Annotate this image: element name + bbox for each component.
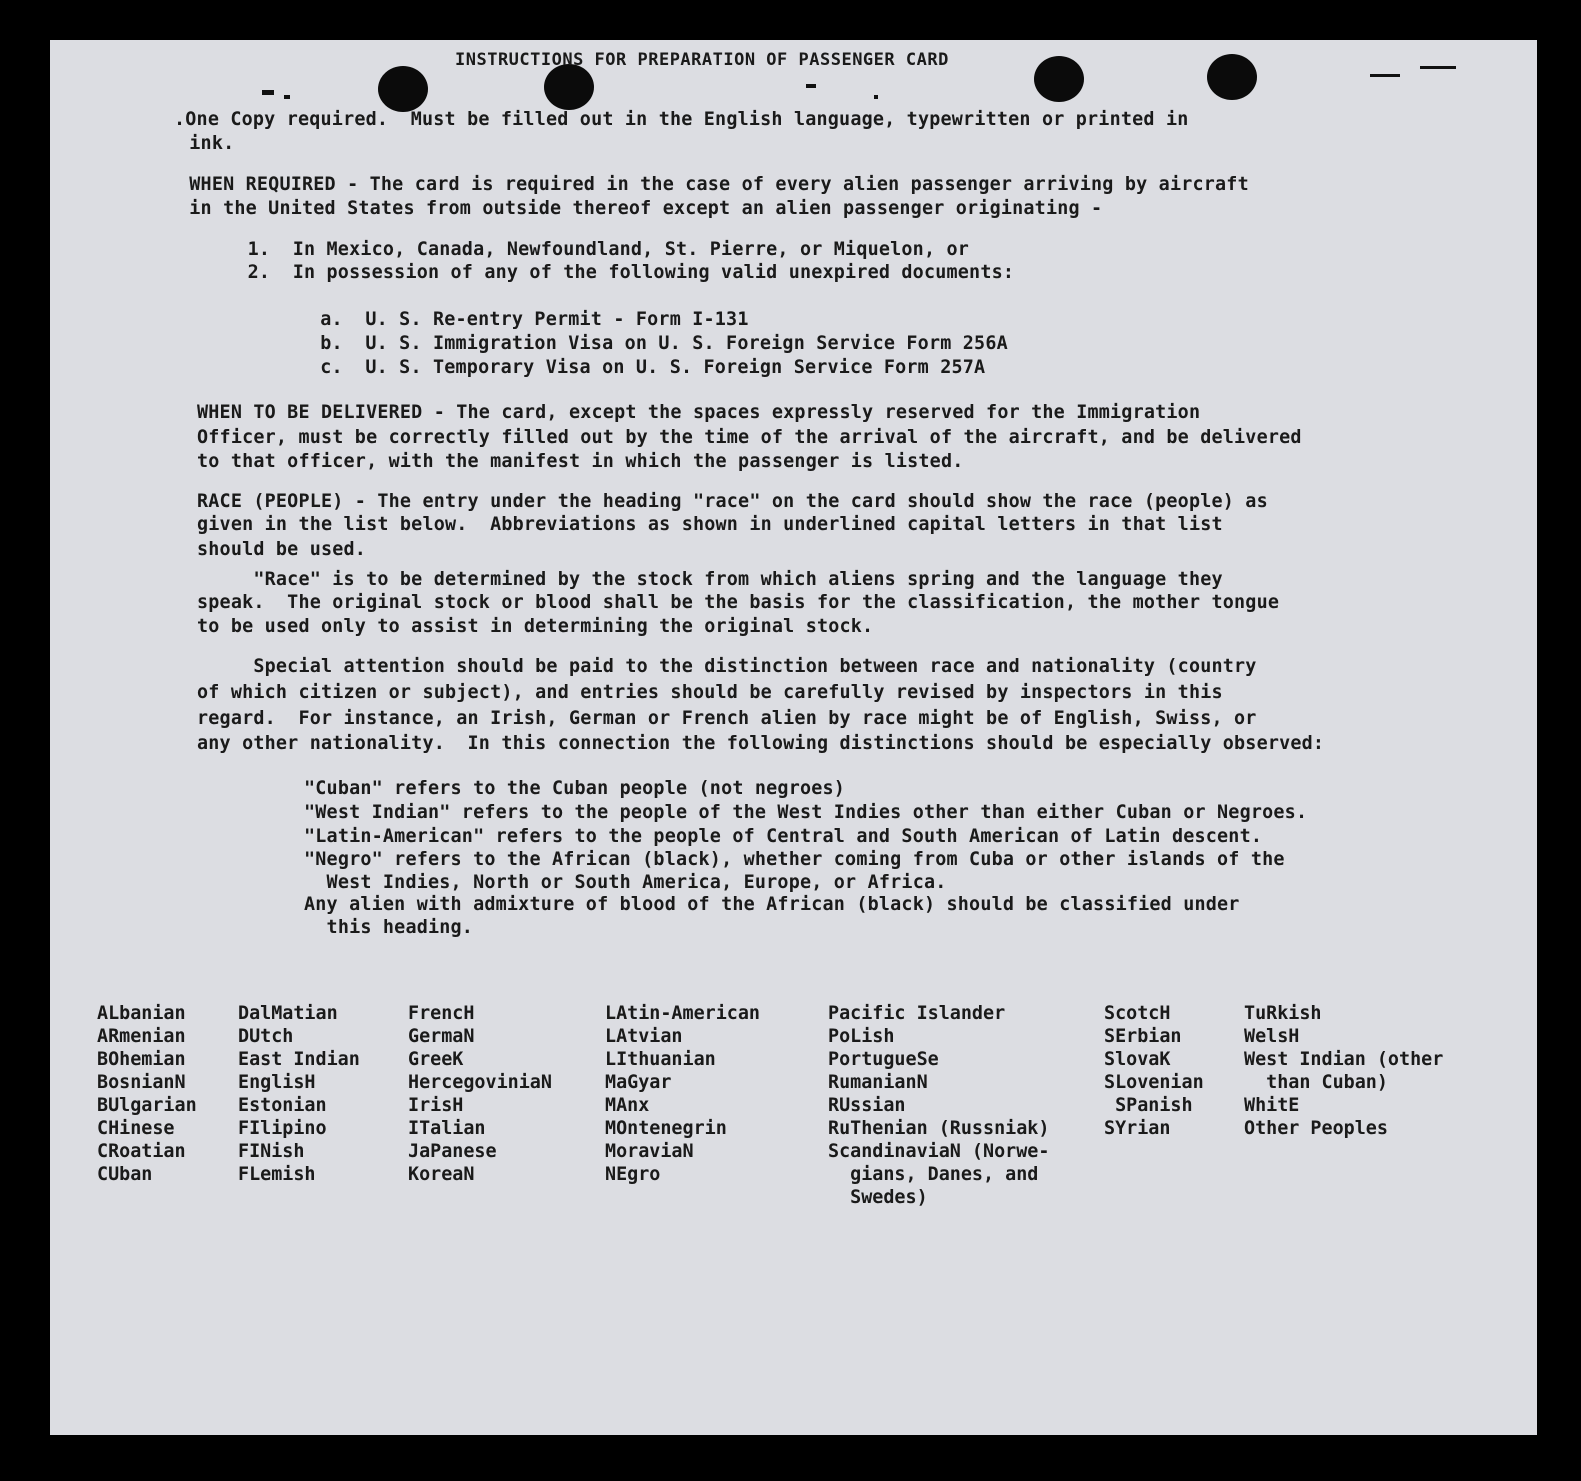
race-item: Estonian [238,1095,327,1116]
text-line: should be used. [197,539,367,560]
race-item: DalMatian [238,1003,338,1024]
race-item: KoreaN [408,1164,475,1185]
race-item: FrencH [408,1003,475,1024]
ink-mark [1420,66,1456,69]
race-item: ALbanian [97,1003,186,1024]
race-column-1 [97,1002,197,1186]
race-item: CRoatian [97,1141,186,1162]
punch-hole-3 [1034,56,1084,102]
race-item: SLovenian [1104,1072,1204,1093]
race-item: SPanish [1104,1095,1193,1116]
text-line: a. U. S. Re-entry Permit - Form I-131 [185,309,749,330]
text-line: of which citizen or subject), and entries should be carefully revised by inspectors in this [197,682,1223,703]
text-line: any other nationality. In this connection the following distinctions should be especially observed: [197,733,1325,754]
race-item: CUban [97,1164,153,1185]
text-line: West Indies, North or South America, Europe, or Africa. [304,872,947,893]
race-item: SErbian [1104,1026,1182,1047]
text-line: "Race" is to be determined by the stock from which aliens spring and the language they [197,569,1223,590]
ink-mark [284,95,290,99]
race-column-3 [408,1002,552,1186]
text-line: 2. In possession of any of the following valid unexpired documents: [180,262,1015,283]
race-item: LAtvian [605,1026,683,1047]
text-line: to that officer, with the manifest in which the passenger is listed. [197,451,964,472]
race-item: FIlipino [238,1118,327,1139]
text-line: Any alien with admixture of blood of the African (black) should be classified under [304,894,1240,915]
race-item: JaPanese [408,1141,497,1162]
race-item: MoraviaN [605,1141,694,1162]
ink-mark [874,95,878,99]
race-item: MOntenegrin [605,1118,727,1139]
race-item: ARmenian [97,1026,186,1047]
text-line: 1. In Mexico, Canada, Newfoundland, St. Pierre, or Miquelon, or [180,239,970,260]
text-line: WHEN REQUIRED - The card is required in the case of every alien passenger arriving by aircraft [178,174,1249,195]
race-item: BUlgarian [97,1095,197,1116]
ink-mark [262,90,274,95]
ink-mark [806,84,816,88]
race-item: IrisH [408,1095,464,1116]
race-item: WhitE [1244,1095,1300,1116]
race-item: RuThenian (Russniak) [828,1118,1050,1139]
race-column-6 [1104,1002,1204,1140]
punch-hole-4 [1207,54,1257,100]
race-item: CHinese [97,1118,175,1139]
race-item: FLemish [238,1164,316,1185]
race-item: Other Peoples [1244,1118,1388,1139]
race-column-2 [238,1002,360,1186]
text-line: "West Indian" refers to the people of the West Indies other than either Cuban or Negroes. [304,802,1308,823]
text-line: Officer, must be correctly filled out by the time of the arrival of the aircraft, and be delivered [197,427,1302,448]
race-item: NEgro [605,1164,661,1185]
race-item: MaGyar [605,1072,672,1093]
text-line: in the United States from outside thereof except an alien passenger originating - [178,198,1103,219]
race-column-7 [1244,1002,1443,1140]
race-item: WelsH [1244,1026,1300,1047]
race-item: ITalian [408,1118,486,1139]
race-item: East Indian [238,1049,360,1070]
punch-hole-2 [544,64,594,110]
race-item: EnglisH [238,1072,316,1093]
race-item: GermaN [408,1026,475,1047]
text-line: regard. For instance, an Irish, German or French alien by race might be of English, Swiss, or [197,708,1257,729]
race-item: TuRkish [1244,1003,1322,1024]
race-item: BOhemian [97,1049,186,1070]
text-line: to be used only to assist in determining the original stock. [197,616,874,637]
text-line: "Latin-American" refers to the people of Central and South American of Latin descent. [304,826,1263,847]
ink-mark [1370,74,1400,77]
text-line: given in the list below. Abbreviations as shown in underlined capital letters in that list [197,514,1223,535]
race-item: FINish [238,1141,305,1162]
race-item: PortugueSe [828,1049,939,1070]
race-column-5 [828,1002,1049,1209]
text-line: Special attention should be paid to the distinction between race and nationality (country [197,656,1257,677]
race-item: West Indian (other [1244,1049,1444,1070]
text-line: c. U. S. Temporary Visa on U. S. Foreign Service Form 257A [185,357,986,378]
race-item: RumanianN [828,1072,928,1093]
text-line: RACE (PEOPLE) - The entry under the heading "race" on the card should show the race (people) as [197,491,1268,512]
race-item: MAnx [605,1095,650,1116]
race-item: BosnianN [97,1072,186,1093]
race-item: LAtin-American [605,1003,761,1024]
text-line: "Negro" refers to the African (black), whether coming from Cuba or other islands of the [304,849,1285,870]
race-item: PoLish [828,1026,895,1047]
race-item: SYrian [1104,1118,1171,1139]
race-item: ScandinaviaN (Norwe- [828,1141,1050,1162]
race-item: GreeK [408,1049,464,1070]
race-item: than Cuban) [1244,1072,1388,1093]
race-item: DUtch [238,1026,294,1047]
race-item: ScotcH [1104,1003,1171,1024]
race-item: gians, Danes, and [828,1164,1039,1185]
text-line: .One Copy required. Must be filled out in the English language, typewritten or printed in [174,109,1189,130]
race-item: RUssian [828,1095,906,1116]
text-line: this heading. [304,917,474,938]
race-item: LIthuanian [605,1049,716,1070]
text-line: WHEN TO BE DELIVERED - The card, except the spaces expressly reserved for the Immigration [197,402,1201,423]
race-column-4 [605,1002,760,1186]
race-item: HercegoviniaN [408,1072,552,1093]
text-line: speak. The original stock or blood shall be the basis for the classification, the mother tongue [197,592,1280,613]
punch-hole-1 [378,66,428,112]
text-line: ink. [178,133,235,154]
race-item: Swedes) [828,1187,928,1208]
text-line: "Cuban" refers to the Cuban people (not negroes) [304,778,846,799]
text-line: b. U. S. Immigration Visa on U. S. Foreign Service Form 256A [185,333,1008,354]
race-item: SlovaK [1104,1049,1171,1070]
document-title: INSTRUCTIONS FOR PREPARATION OF PASSENGER CARD [455,50,949,70]
race-item: Pacific Islander [828,1003,1006,1024]
